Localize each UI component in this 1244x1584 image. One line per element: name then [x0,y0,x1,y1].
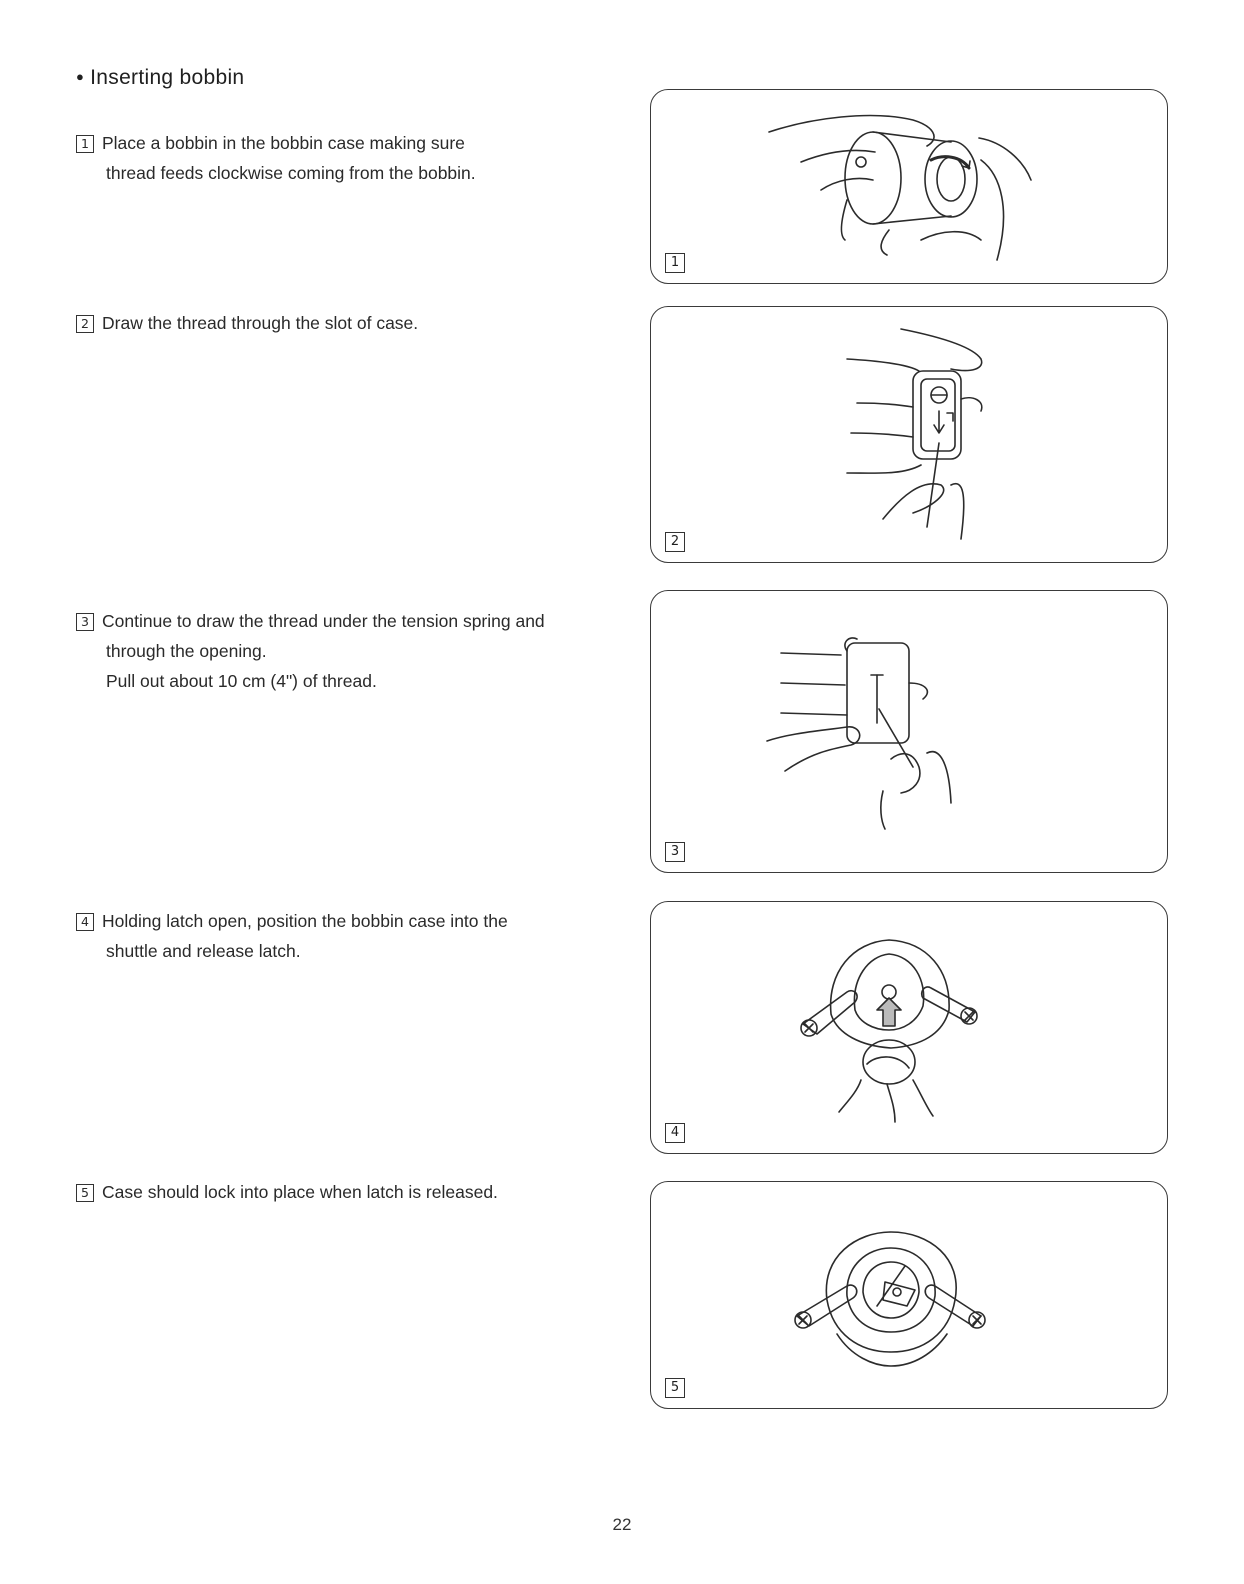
step-number: 4 [76,913,94,931]
step-line: Case should lock into place when latch is released. [102,1182,498,1202]
figure-label: 3 [665,842,685,862]
page-number: 22 [612,1515,632,1534]
step-line: Pull out about 10 cm (4") of thread. [106,671,377,691]
section-title-text: Inserting bobbin [90,66,245,89]
step-1-text [76,128,636,188]
step-line: Holding latch open, position the bobbin case into the [102,911,508,931]
step-line: through the opening. [106,641,267,661]
case-locked-illustration [651,1182,1169,1410]
step-number: 5 [76,1184,94,1202]
step-line: Draw the thread through the slot of case. [102,313,419,333]
figure-label: 5 [665,1378,685,1398]
thread-through-slot-illustration [651,307,1169,564]
figure-panel-3 [650,590,1168,873]
figure-label: 2 [665,532,685,552]
figure-panel-2 [650,306,1168,563]
step-number: 1 [76,135,94,153]
step-3-text [76,606,636,696]
bullet-icon: ● [76,69,85,84]
step-line: shuttle and release latch. [106,941,301,961]
figure-label: 4 [665,1123,685,1143]
step-line: Place a bobbin in the bobbin case making sure [102,133,465,153]
case-into-shuttle-illustration [651,902,1169,1155]
section-title [76,66,244,90]
bobbin-into-case-illustration [651,90,1169,285]
step-line: thread feeds clockwise coming from the bobbin. [106,163,476,183]
step-number: 3 [76,613,94,631]
step-line: Continue to draw the thread under the tension spring and [102,611,545,631]
step-2-text [76,308,636,338]
step-4-text [76,906,636,966]
figure-label: 1 [665,253,685,273]
step-number: 2 [76,315,94,333]
thread-under-tension-spring-illustration [651,591,1169,874]
step-5-text [76,1177,636,1207]
figure-panel-4 [650,901,1168,1154]
figure-panel-1 [650,89,1168,284]
figure-panel-5 [650,1181,1168,1409]
